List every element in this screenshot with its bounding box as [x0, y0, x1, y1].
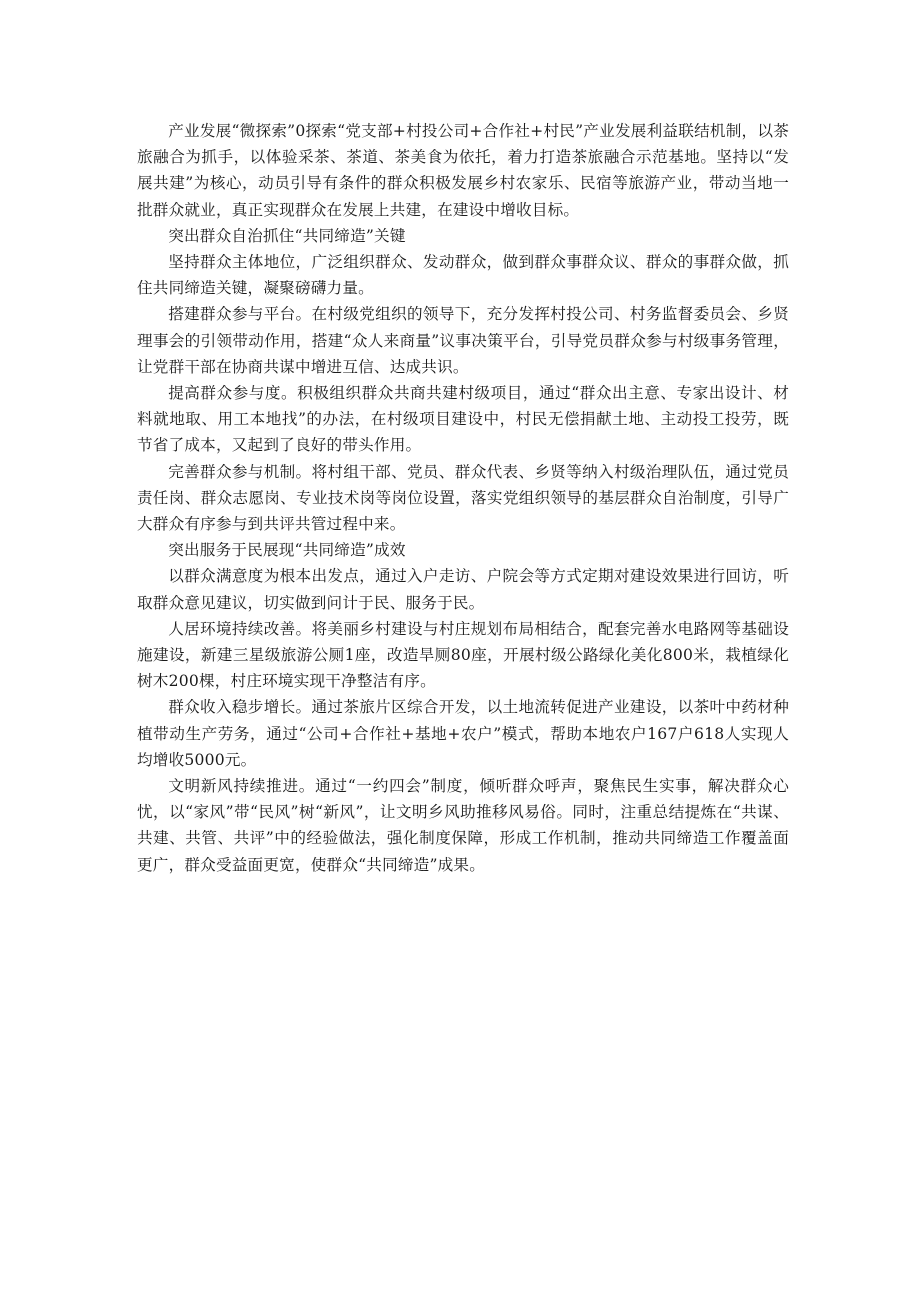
paragraph-mass-subject: 坚持群众主体地位，广泛组织群众、发动群众，做到群众事群众议、群众的事群众做，抓住共同缔造关键，凝聚磅礴力量。 [137, 253, 789, 298]
paragraph-participation-mechanism: 完善群众参与机制。将村组干部、党员、群众代表、乡贤等纳入村级治理队伍，通过党员责任岗、群众志愿岗、专业技术岗等岗位设置，落实党组织领导的基层群众自治制度，引导广大群众有序参与到共评共管过程中来。 [137, 462, 789, 534]
paragraph-civilized-customs: 文明新风持续推进。通过“一约四会”制度，倾听群众呼声，聚焦民生实事，解决群众心忧，以“家风”带“民风”树“新风”，让文明乡风助推移风易俗。同时，注重总结提炼在“共谋、共建、共管、共评”中的经验做法，强化制度保障，形成工作机制，推动共同缔造工作覆盖面更广，群众受益面更宽，使群众“共同缔造”成果。 [137, 777, 789, 874]
paragraph-living-environment: 人居环境持续改善。将美丽乡村建设与村庄规划布局相结合，配套完善水电路网等基础设施建设，新建三星级旅游公厕1座，改造旱厕80座，开展村级公路绿化美化800米，栽植绿化树木200棵，村庄环境实现干净整洁有序。 [137, 619, 789, 691]
section-heading-self-governance: 突出群众自治抓住“共同缔造”关键 [168, 226, 406, 245]
document-body [137, 118, 789, 878]
paragraph-satisfaction: 以群众满意度为根本出发点，通过入户走访、户院会等方式定期对建设效果进行回访，听取群众意见建议，切实做到问计于民、服务于民。 [137, 567, 789, 612]
paragraph-income-growth: 群众收入稳步增长。通过茶旅片区综合开发，以土地流转促进产业建设，以茶叶中药材种植带动生产劳务，通过“公司+合作社+基地+农户”模式，帮助本地农户167户618人实现人均增收5000元。 [137, 698, 789, 769]
paragraph-industry-development: 产业发展“微探索”0探索“党支部+村投公司+合作社+村民”产业发展利益联结机制，以茶旅融合为抓手，以体验采茶、茶道、茶美食为依托，着力打造茶旅融合示范基地。坚持以“发展共建”为核心，动员引导有条件的群众积极发展乡村农家乐、民宿等旅游产业，带动当地一批群众就业，真正实现群众在发展上共建，在建设中增收目标。 [137, 122, 789, 219]
paragraph-participation-degree: 提高群众参与度。积极组织群众共商共建村级项目，通过“群众出主意、专家出设计、材料就地取、用工本地找”的办法，在村级项目建设中，村民无偿捐献土地、主动投工投劳，既节省了成本，又起到了良好的带头作用。 [137, 384, 789, 455]
section-heading-serve-people: 突出服务于民展现“共同缔造”成效 [168, 541, 406, 560]
paragraph-participation-platform: 搭建群众参与平台。在村级党组织的领导下，充分发挥村投公司、村务监督委员会、乡贤理事会的引领带动作用，搭建“众人来商量”议事决策平台，引导党员群众参与村级事务管理，让党群干部在协商共谋中增进互信、达成共识。 [137, 305, 789, 376]
